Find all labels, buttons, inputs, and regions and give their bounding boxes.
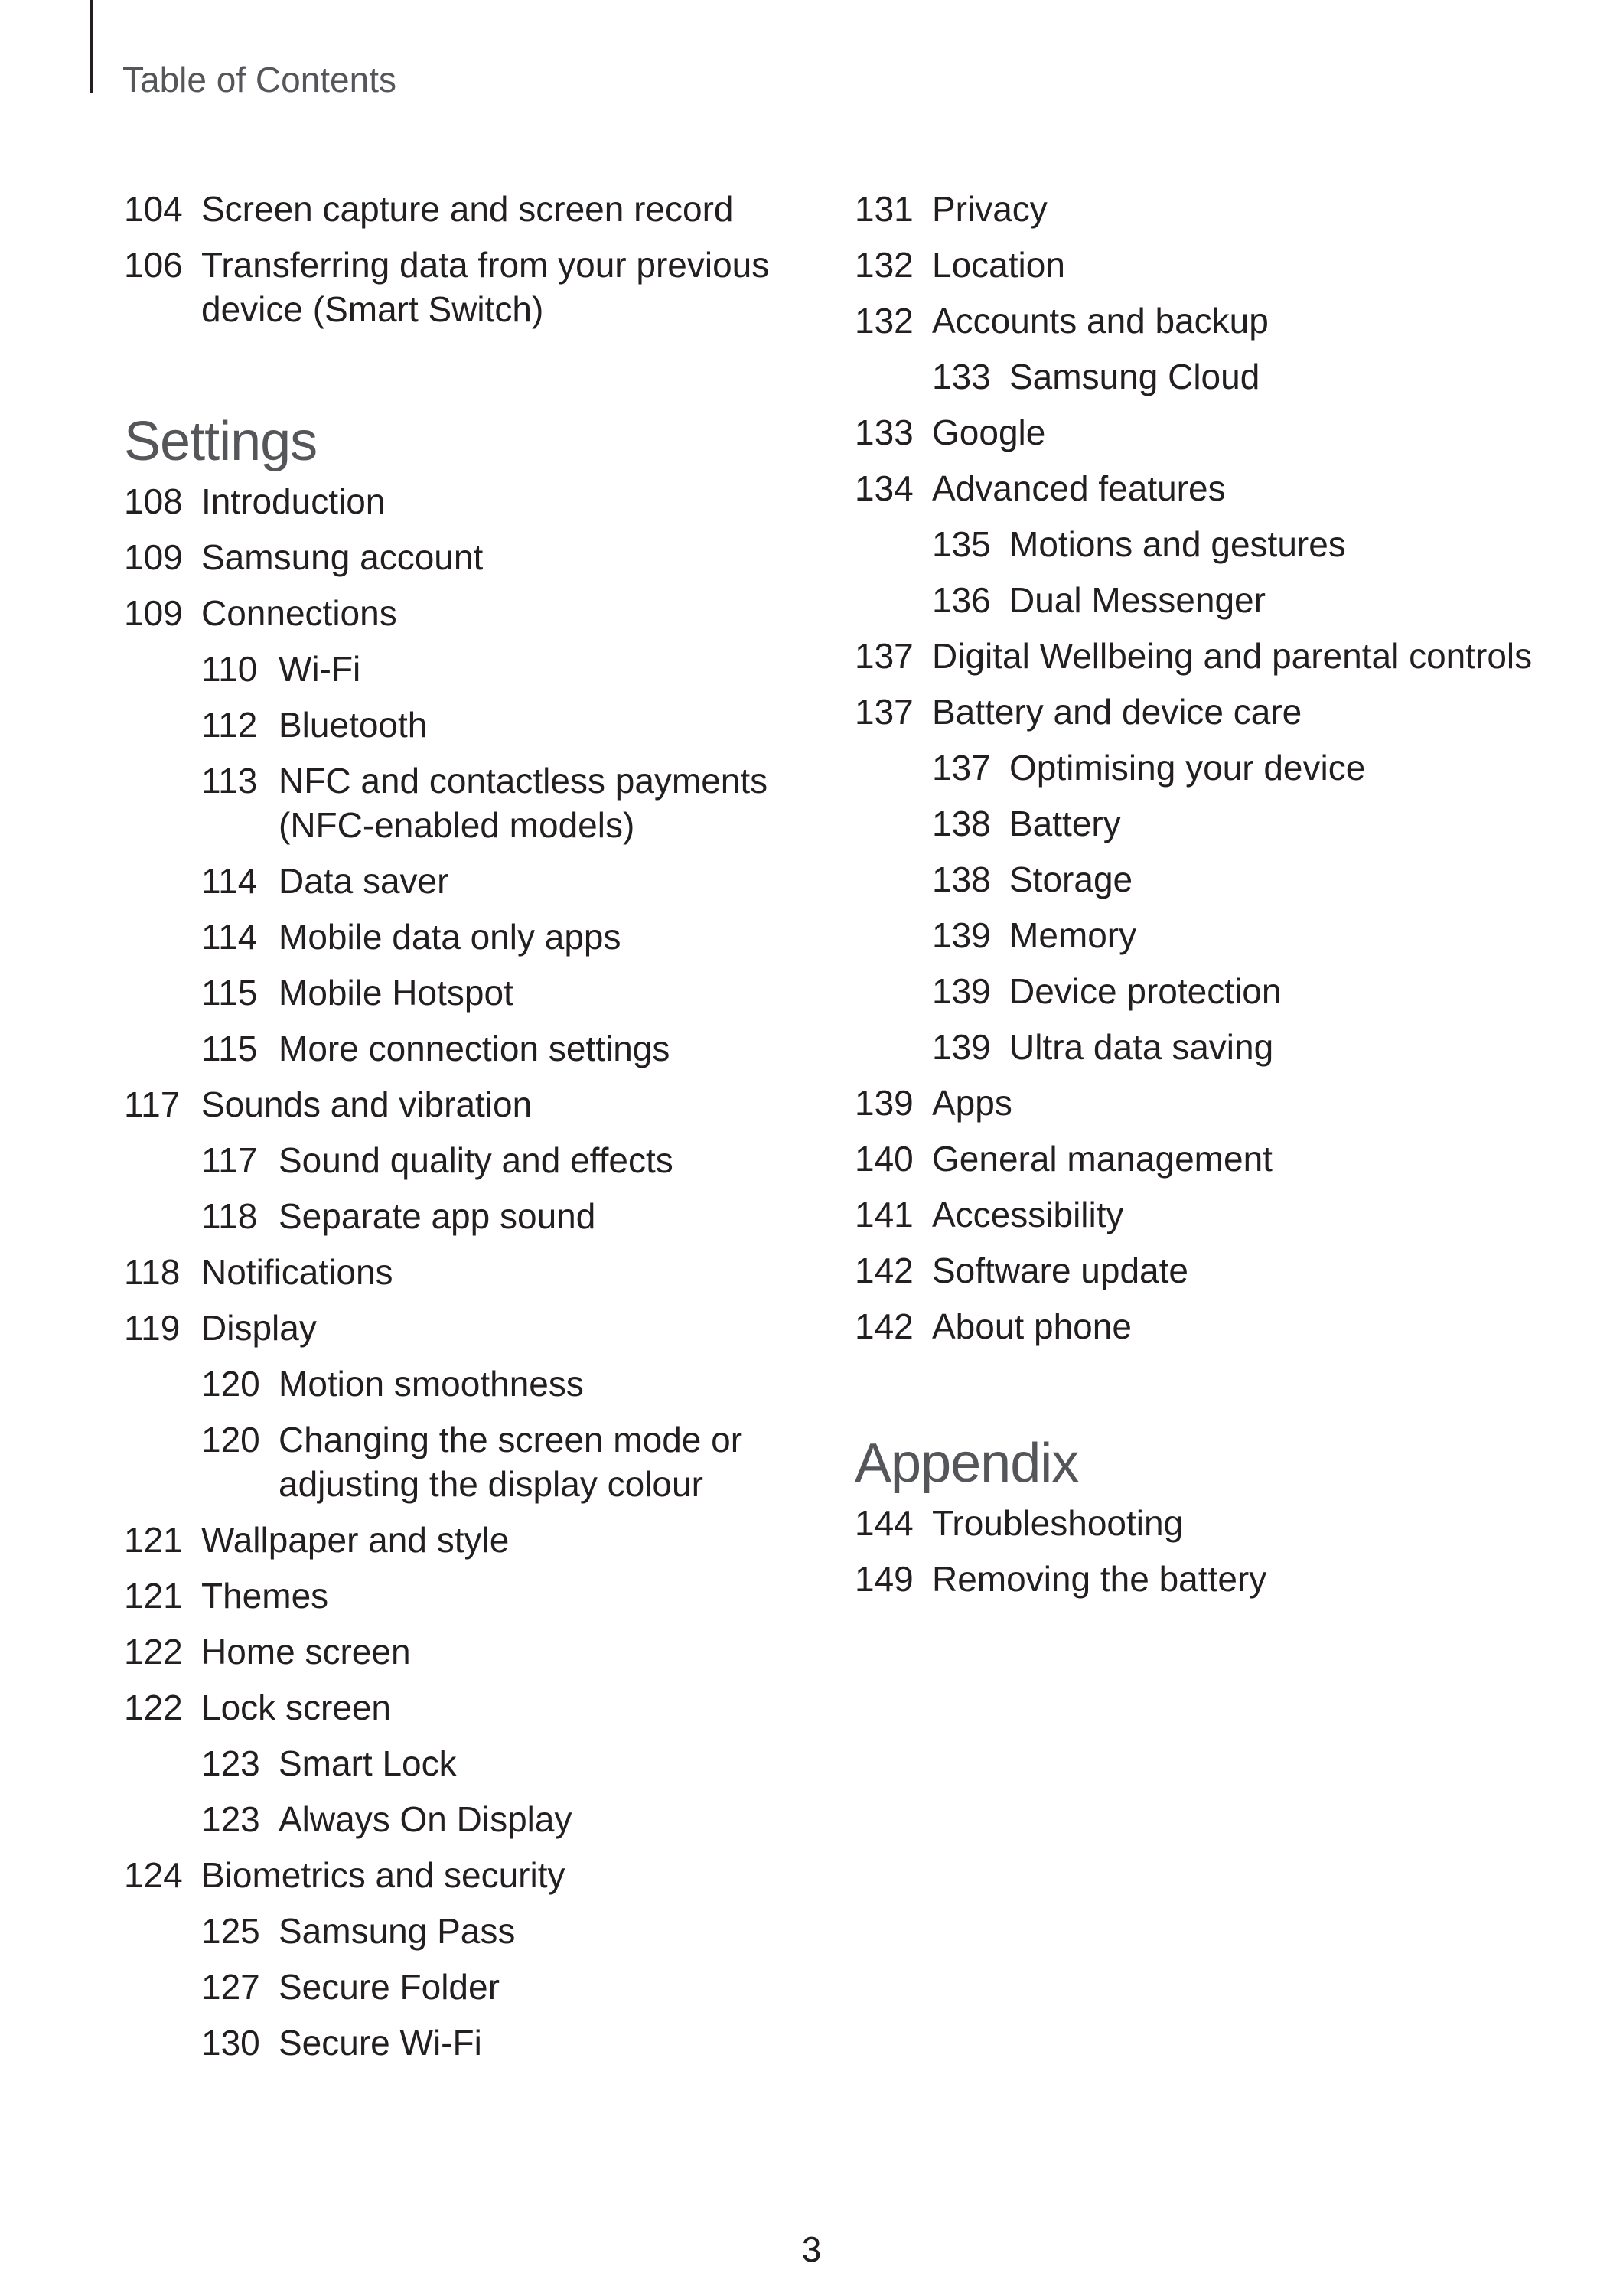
toc-entry-page: 133 (932, 357, 991, 396)
toc-entry[interactable] (855, 1137, 1543, 1192)
toc-entry[interactable] (124, 1909, 813, 1965)
toc-entry-page: 113 (201, 761, 258, 801)
toc-entry[interactable] (855, 1557, 1543, 1613)
toc-entry[interactable] (855, 466, 1543, 522)
toc-entry-label: Lock screen (201, 1688, 392, 1727)
toc-entry-page: 139 (855, 1083, 914, 1123)
toc-entry[interactable] (124, 479, 813, 535)
toc-entry-label: Google (932, 413, 1046, 452)
toc-entry-page: 137 (855, 692, 914, 732)
toc-entry-label: Sounds and vibration (201, 1084, 533, 1124)
toc-entry[interactable] (855, 690, 1543, 745)
toc-entry-label: Wallpaper and style (201, 1520, 510, 1560)
toc-entry-label: NFC and contactless payments (NFC-enabled models) (279, 761, 768, 845)
toc-entry-page: 137 (855, 636, 914, 676)
toc-entry[interactable] (855, 1192, 1543, 1248)
toc-entry-page: 120 (201, 1420, 260, 1459)
toc-entry[interactable] (855, 857, 1543, 913)
toc-intro-list (124, 187, 813, 343)
toc-entry[interactable] (124, 1685, 813, 1741)
toc-entry-page: 144 (855, 1503, 914, 1543)
toc-entry[interactable] (855, 801, 1543, 857)
toc-entry-label: Sound quality and effects (279, 1140, 673, 1180)
toc-entry[interactable] (124, 859, 813, 915)
toc-entry-label: Bluetooth (279, 705, 428, 745)
toc-entry-label: Privacy (932, 189, 1048, 229)
toc-entry-page: 117 (124, 1084, 181, 1124)
toc-entry[interactable] (855, 410, 1543, 466)
toc-entry[interactable] (124, 758, 813, 859)
toc-right-column (855, 187, 1543, 1613)
toc-entry[interactable] (124, 970, 813, 1026)
toc-entry-page: 123 (201, 1799, 260, 1839)
toc-entry[interactable] (124, 647, 813, 703)
toc-entry-page: 142 (855, 1251, 914, 1290)
toc-entry-page: 109 (124, 593, 183, 633)
toc-entry-page: 108 (124, 481, 183, 521)
page-number: 3 (801, 2229, 822, 2269)
toc-entry-label: Transferring data from your previous device (Smart Switch) (201, 245, 770, 329)
toc-entry-page: 104 (124, 189, 183, 229)
toc-entry-label: Samsung account (201, 537, 484, 577)
toc-entry[interactable] (855, 1025, 1543, 1081)
toc-entry-page: 118 (201, 1196, 258, 1236)
toc-entry-page: 140 (855, 1139, 914, 1179)
toc-entry-page: 106 (124, 245, 183, 285)
toc-entry[interactable] (124, 703, 813, 758)
toc-entry-label: Always On Display (279, 1799, 572, 1839)
toc-entry-label: Software update (932, 1251, 1189, 1290)
toc-entry-page: 149 (855, 1559, 914, 1599)
toc-entry-page: 115 (201, 973, 258, 1013)
toc-left-column (124, 187, 813, 2076)
toc-entry[interactable] (124, 1629, 813, 1685)
toc-entry-label: Removing the battery (932, 1559, 1267, 1599)
toc-entry-label: Connections (201, 593, 397, 633)
toc-entry-label: Digital Wellbeing and parental controls (932, 636, 1533, 676)
toc-settings-list (124, 479, 813, 2076)
toc-entry-page: 125 (201, 1911, 260, 1951)
toc-entry-label: Troubleshooting (932, 1503, 1184, 1543)
toc-entry-page: 119 (124, 1308, 181, 1348)
toc-entry-label: Advanced features (932, 468, 1226, 508)
toc-right-list (855, 187, 1543, 1360)
toc-entry[interactable] (855, 969, 1543, 1025)
toc-entry-label: Secure Wi-Fi (279, 2023, 482, 2063)
toc-entry[interactable] (855, 354, 1543, 410)
toc-entry-page: 109 (124, 537, 183, 577)
toc-entry-page: 133 (855, 413, 914, 452)
toc-entry-label: Samsung Cloud (1009, 357, 1260, 396)
toc-entry-page: 138 (932, 859, 991, 899)
toc-entry-page: 130 (201, 2023, 260, 2063)
toc-entry[interactable] (855, 745, 1543, 801)
toc-entry[interactable] (124, 1965, 813, 2020)
toc-entry[interactable] (124, 915, 813, 970)
toc-entry[interactable] (124, 1194, 813, 1250)
toc-entry-page: 142 (855, 1306, 914, 1346)
toc-entry[interactable] (124, 1082, 813, 1138)
toc-entry-page: 134 (855, 468, 914, 508)
toc-entry-label: Wi-Fi (279, 649, 361, 689)
toc-entry-page: 117 (201, 1140, 258, 1180)
toc-entry[interactable] (124, 1250, 813, 1306)
toc-entry-label: Memory (1009, 915, 1137, 955)
toc-entry-page: 122 (124, 1688, 183, 1727)
toc-entry[interactable] (124, 1797, 813, 1853)
toc-entry[interactable] (855, 522, 1543, 578)
toc-entry-page: 141 (855, 1195, 914, 1234)
toc-entry-label: Introduction (201, 481, 386, 521)
toc-entry-page: 121 (124, 1576, 183, 1616)
toc-entry-page: 115 (201, 1029, 258, 1068)
toc-entry-label: Storage (1009, 859, 1133, 899)
toc-entry[interactable] (124, 591, 813, 647)
toc-entry[interactable] (124, 1518, 813, 1574)
toc-entry-page: 118 (124, 1252, 181, 1292)
toc-entry-page: 123 (201, 1743, 260, 1783)
toc-entry-label: Data saver (279, 861, 449, 901)
toc-entry-label: Location (932, 245, 1065, 285)
toc-entry-label: Battery and device care (932, 692, 1302, 732)
toc-entry[interactable] (855, 298, 1543, 354)
toc-entry-page: 122 (124, 1632, 183, 1671)
toc-entry-label: Optimising your device (1009, 748, 1366, 788)
toc-entry-label: Mobile data only apps (279, 917, 621, 957)
margin-rule (90, 0, 93, 93)
toc-entry-page: 114 (201, 917, 258, 957)
toc-entry-page: 136 (932, 580, 991, 620)
toc-entry-label: Changing the screen mode or adjusting the display colour (279, 1420, 743, 1504)
toc-entry-label: More connection settings (279, 1029, 670, 1068)
toc-entry[interactable] (855, 634, 1543, 690)
running-head: Table of Contents (122, 60, 397, 99)
toc-entry[interactable] (124, 1026, 813, 1082)
toc-entry-label: Accessibility (932, 1195, 1124, 1234)
toc-entry[interactable] (855, 1501, 1543, 1557)
toc-entry[interactable] (124, 1853, 813, 1909)
toc-entry-page: 114 (201, 861, 258, 901)
toc-entry[interactable] (124, 243, 813, 343)
toc-entry-label: Ultra data saving (1009, 1027, 1274, 1067)
settings-section (124, 409, 813, 2076)
toc-entry[interactable] (124, 2020, 813, 2076)
toc-entry-label: About phone (932, 1306, 1132, 1346)
toc-entry[interactable] (124, 1362, 813, 1417)
toc-entry-page: 138 (932, 804, 991, 843)
toc-entry-label: Separate app sound (279, 1196, 596, 1236)
toc-entry-label: Samsung Pass (279, 1911, 516, 1951)
toc-entry-page: 139 (932, 915, 991, 955)
toc-entry-page: 137 (932, 748, 991, 788)
toc-entry-page: 139 (932, 1027, 991, 1067)
toc-entry-label: Screen capture and screen record (201, 189, 734, 229)
toc-entry-label: Motions and gestures (1009, 524, 1346, 564)
toc-entry[interactable] (855, 578, 1543, 634)
toc-entry-label: Display (201, 1308, 317, 1348)
toc-entry-label: Biometrics and security (201, 1855, 565, 1895)
toc-appendix-list (855, 1501, 1543, 1613)
toc-entry-page: 139 (932, 971, 991, 1011)
toc-entry-label: Smart Lock (279, 1743, 457, 1783)
toc-entry-page: 131 (855, 189, 914, 229)
toc-entry-label: General management (932, 1139, 1273, 1179)
toc-entry-page: 132 (855, 245, 914, 285)
appendix-section (855, 1430, 1543, 1613)
toc-entry-label: Apps (932, 1083, 1012, 1123)
toc-entry[interactable] (855, 1081, 1543, 1137)
toc-entry[interactable] (124, 1741, 813, 1797)
toc-entry[interactable] (855, 1304, 1543, 1360)
toc-entry[interactable] (124, 535, 813, 591)
toc-entry-label: Home screen (201, 1632, 411, 1671)
toc-entry-page: 110 (201, 649, 258, 689)
toc-entry[interactable] (124, 1574, 813, 1629)
toc-entry[interactable] (124, 187, 813, 243)
toc-entry[interactable] (855, 187, 1543, 243)
toc-entry-label: Battery (1009, 804, 1121, 843)
toc-entry[interactable] (124, 1306, 813, 1362)
toc-entry-page: 120 (201, 1364, 260, 1404)
toc-entry[interactable] (855, 913, 1543, 969)
toc-entry[interactable] (124, 1138, 813, 1194)
toc-entry-label: Dual Messenger (1009, 580, 1266, 620)
section-title-appendix: Appendix (855, 1433, 1079, 1494)
toc-entry-page: 124 (124, 1855, 183, 1895)
toc-entry-page: 112 (201, 705, 258, 745)
toc-entry[interactable] (855, 243, 1543, 298)
toc-entry-page: 121 (124, 1520, 183, 1560)
toc-entry-label: Themes (201, 1576, 329, 1616)
toc-entry-label: Notifications (201, 1252, 393, 1292)
section-title-settings: Settings (124, 411, 318, 472)
toc-entry[interactable] (124, 1417, 813, 1518)
toc-entry-page: 132 (855, 301, 914, 341)
toc-entry-label: Device protection (1009, 971, 1282, 1011)
toc-entry[interactable] (855, 1248, 1543, 1304)
toc-entry-page: 135 (932, 524, 991, 564)
toc-entry-label: Secure Folder (279, 1967, 500, 2007)
toc-entry-page: 127 (201, 1967, 260, 2007)
toc-entry-label: Mobile Hotspot (279, 973, 513, 1013)
toc-entry-label: Accounts and backup (932, 301, 1269, 341)
toc-entry-label: Motion smoothness (279, 1364, 584, 1404)
